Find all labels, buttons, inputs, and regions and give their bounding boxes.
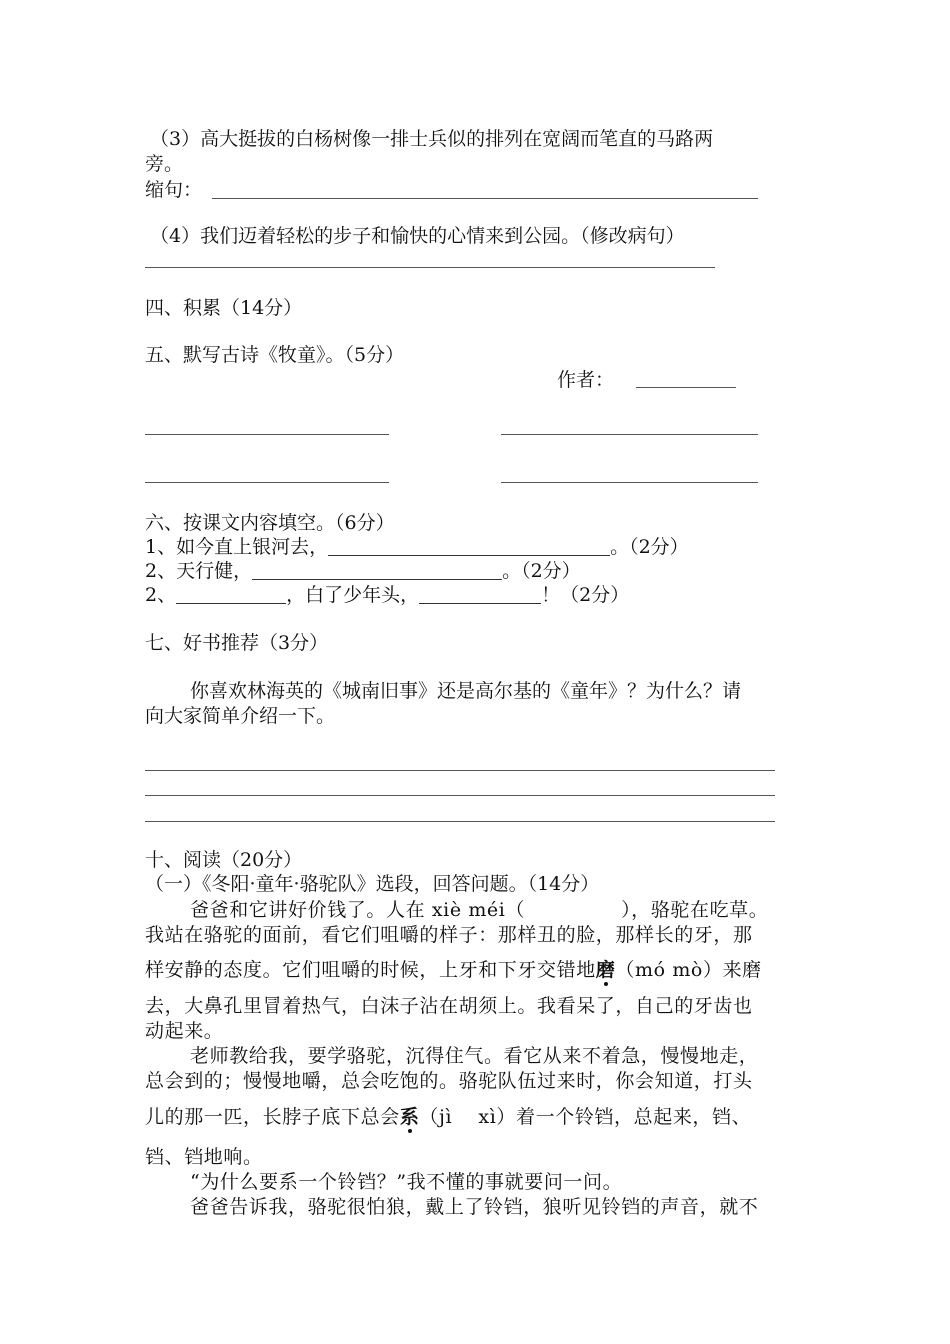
q4-text: （4）我们迈着轻松的步子和愉快的心情来到公园。（修改病句） [150,225,685,247]
book-question-line1: 你喜欢林海英的《城南旧事》还是高尔基的《童年》？为什么？请 [190,680,742,702]
poem-line-4[interactable] [501,482,758,483]
fill-item-3-prefix: 2、 [145,584,177,606]
passage-p1-line3-b[interactable]: （mó mò）来磨 [615,959,762,981]
fill-item-1-blank[interactable] [328,537,610,556]
book-answer-line-2[interactable] [145,795,775,796]
section-6-title: 六、按课文内容填空。（6分） [145,512,395,534]
passage-p2-line2: 总会到的；慢慢地嚼，总会吃饱的。骆驼队伍过来时，你会知道，打头 [145,1070,753,1092]
fill-item-3-suffix: ！（2分） [541,584,630,606]
fill-item-3 [145,583,629,607]
passage-p3: “为什么要系一个铃铛？”我不懂的事就要问一问。 [190,1171,623,1193]
poem-line-1[interactable] [145,434,389,435]
q4-answer-line[interactable] [145,267,715,268]
book-question-line2: 向大家简单介绍一下。 [145,705,336,727]
q3-label: 缩句： [145,179,203,201]
fill-item-1-suffix: 。（2分） [610,536,689,558]
section-4-title: 四、积累（14分） [145,297,303,319]
passage-p1-line2: 我站在骆驼的面前，看它们咀嚼的样子：那样丑的脸，那样长的牙，那 [145,924,753,946]
passage-p1-line1-a: 爸爸和它讲好价钱了。人在 xiè méi（ [190,899,526,921]
passage-p1-line1 [190,898,768,922]
passage-p2-line3-b[interactable]: （jì xì）着一个铃铛，总起来，铛、 [419,1106,752,1128]
section-10-title: 十、阅读（20分） [145,849,303,871]
fill-item-3-mid: ，白了少年头， [286,584,420,606]
q3-answer-line[interactable] [212,198,758,199]
passage-p2-line4: 铛、铛地响。 [145,1146,263,1168]
passage-p4: 爸爸告诉我，骆驼很怕狼，戴上了铃铛，狼听见铃铛的声音，就不 [190,1196,759,1218]
poem-line-3[interactable] [145,482,389,483]
fill-item-2-suffix: 。（2分） [502,560,581,582]
poem-line-2[interactable] [501,434,758,435]
book-answer-line-1[interactable] [145,770,775,771]
dotted-char-mo: 磨 [595,959,616,981]
q3-line1: （3）高大挺拔的白杨树像一排士兵似的排列在宽阔而笔直的马路两 [150,128,714,150]
dotted-char-xi: 系 [399,1106,420,1128]
reading-subtitle: （一）《冬阳·童年·骆驼队》选段，回答问题。（14分） [145,873,600,895]
author-label: 作者： [557,369,615,391]
book-answer-line-3[interactable] [145,821,775,822]
passage-p1-line1-b: ），骆驼在吃草。 [621,899,769,921]
section-5-title: 五、默写古诗《牧童》。（5分） [145,344,405,366]
passage-p2-line3-a: 儿的那一匹，长脖子底下总会 [145,1106,400,1128]
passage-p1-line5: 动起来。 [145,1020,224,1042]
fill-item-3-blank-2[interactable] [419,585,541,604]
author-answer-line[interactable] [636,387,736,388]
fill-item-1-prefix: 1、如今直上银河去， [145,536,329,558]
passage-p2-line1: 老师教给我，要学骆驼，沉得住气。看它从来不着急，慢慢地走， [190,1045,759,1067]
fill-item-1 [145,535,689,559]
passage-p1-line3 [145,958,762,982]
section-7-title: 七、好书推荐（3分） [145,632,329,654]
passage-p2-line3 [145,1105,751,1129]
passage-p1-line3-a: 样安静的态度。它们咀嚼的时候，上牙和下牙交错地 [145,959,596,981]
fill-item-2-prefix: 2、天行健， [145,560,253,582]
passage-p1-line4: 去，大鼻孔里冒着热气，白沫子沾在胡须上。我看呆了，自己的牙齿也 [145,995,753,1017]
q3-line2: 旁。 [145,153,184,175]
fill-item-2 [145,559,581,583]
fill-item-2-blank[interactable] [252,561,502,580]
fill-item-3-blank-1[interactable] [176,585,286,604]
